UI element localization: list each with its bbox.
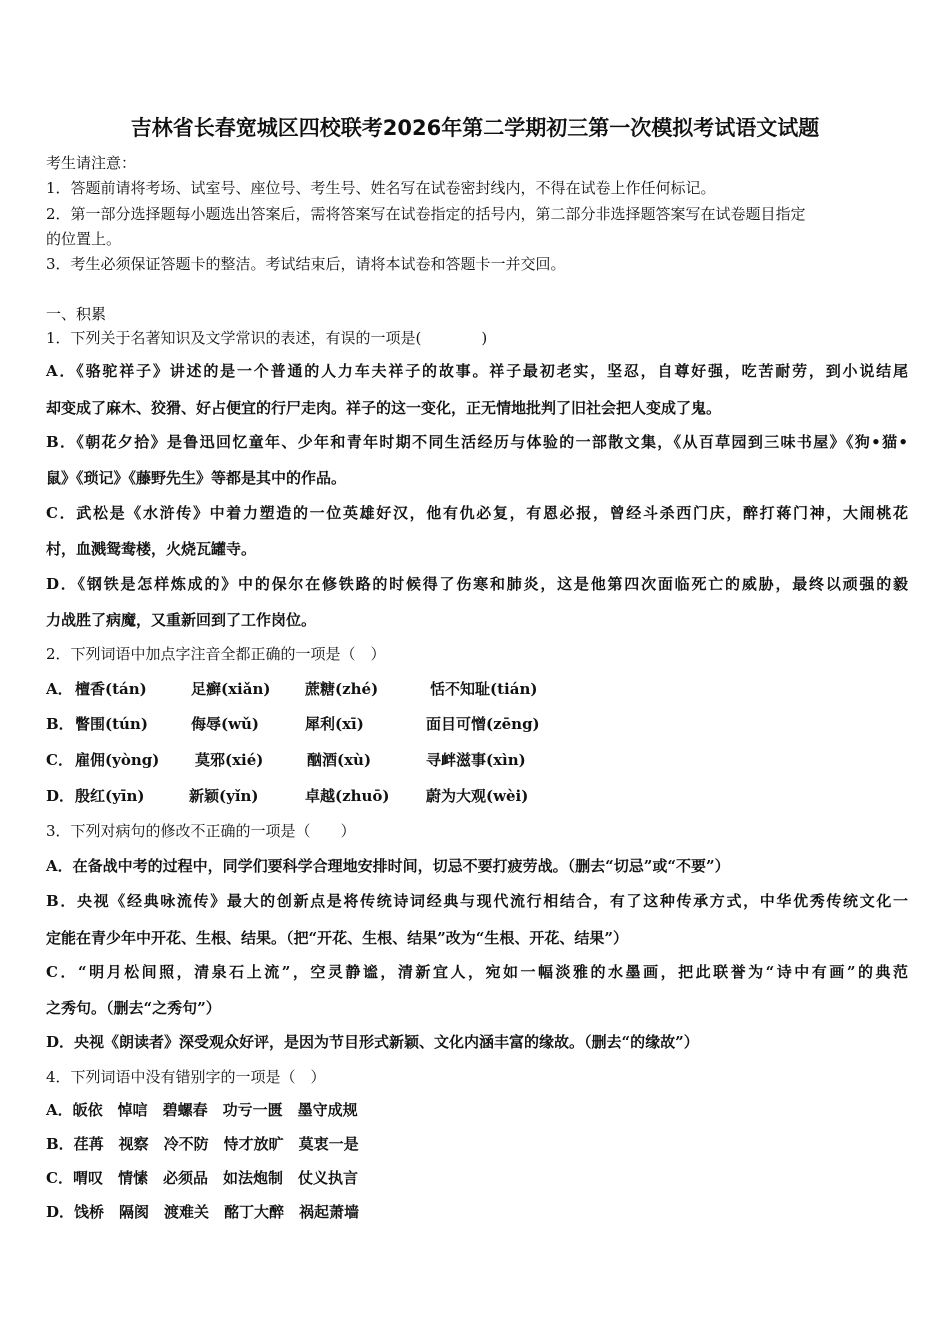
notice-heading: 考生请注意： (46, 154, 137, 172)
q2-option-a: A． 檀香(tán) 足癣(xiǎn) 蔗糖(zhé) 恬不知耻(tián) (46, 680, 538, 698)
q1-option-c-line1: C．武松是《水浒传》中着力塑造的一位英雄好汉，他有仇必复，有恩必报，曾经斗杀西门庆，醉打蒋门神，大闹桃花 (46, 504, 908, 522)
q4-stem: 4．下列词语中没有错别字的一项是（ ） (46, 1068, 326, 1086)
q3-option-a: A．在备战中考的过程中，同学们要科学合理地安排时间，切忌不要打疲劳战。（删去“切忌”或“不要”） (46, 857, 730, 875)
q1-option-b-line1: B．《朝花夕拾》是鲁迅回忆童年、少年和青年时期不同生活经历与体验的一部散文集，《从百草园到三味书屋》《狗•猫• (46, 433, 908, 451)
q1-option-c-line2: 村，血溅鸳鸯楼，火烧瓦罐寺。 (46, 540, 257, 558)
q1-option-d-line1: D．《钢铁是怎样炼成的》中的保尔在修铁路的时候得了伤寒和肺炎，这是他第四次面临死亡的威胁，最终以顽强的毅 (46, 575, 908, 593)
section-heading: 一、积累 (46, 305, 107, 323)
exam-title: 吉林省长春宽城区四校联考2026年第二学期初三第一次模拟考试语文试题 (130, 116, 820, 140)
q1-option-d-line2: 力战胜了病魔，又重新回到了工作岗位。 (46, 611, 317, 629)
q2-option-d: D． 殷红(yīn) 新颖(yǐn) 卓越(zhuō) 蔚为大观(wèi) (46, 787, 529, 805)
q3-option-c-line2: 之秀句。（删去“之秀句”） (46, 999, 221, 1017)
q3-option-b-line2: 定能在青少年中开花、生根、结果。（把“开花、生根、结果”改为“生根、开花、结果”） (46, 929, 629, 947)
q4-option-c: C．喟叹 情愫 必须品 如法炮制 仗义执言 (46, 1169, 358, 1187)
notice-item-2-cont: 的位置上。 (46, 230, 122, 248)
q4-option-a: A．皈依 悼唁 碧螺春 功亏一匮 墨守成规 (46, 1101, 358, 1119)
q2-option-c: C． 雇佣(yòng) 莫邪(xié) 酗酒(xù) 寻衅滋事(xìn) (46, 751, 526, 769)
notice-item-1: 1．答题前请将考场、试室号、座位号、考生号、姓名写在试卷密封线内，不得在试卷上作任何标记。 (46, 179, 716, 197)
q4-option-d: D．饯桥 隔阂 渡难关 酩丁大醉 祸起萧墙 (46, 1203, 360, 1221)
q1-option-b-line2: 鼠》《琐记》《藤野先生》等都是其中的作品。 (46, 469, 347, 487)
q1-option-a-line1: A．《骆驼祥子》讲述的是一个普通的人力车夫祥子的故事。祥子最初老实，坚忍，自尊好强，吃苦耐劳，到小说结尾 (46, 362, 908, 380)
q1-option-a-line2: 却变成了麻木、狡猾、好占便宜的行尸走肉。祥子的这一变化，正无情地批判了旧社会把人变成了鬼。 (46, 399, 722, 417)
q3-option-c-line1: C．“明月松间照，清泉石上流”，空灵静谧，清新宜人，宛如一幅淡雅的水墨画，把此联誉为“诗中有画”的典范 (46, 963, 908, 981)
q3-stem: 3．下列对病句的修改不正确的一项是（ ） (46, 822, 356, 840)
q2-stem: 2．下列词语中加点字注音全都正确的一项是（ ） (46, 645, 386, 663)
q3-option-d: D．央视《朗读者》深受观众好评，是因为节目形式新颖、文化内涵丰富的缘故。（删去“的缘故”） (46, 1033, 699, 1051)
notice-item-2: 2．第一部分选择题每小题选出答案后，需将答案写在试卷指定的括号内，第二部分非选择题答案写在试卷题目指定 (46, 205, 806, 223)
q1-stem: 1．下列关于名著知识及文学常识的表述，有误的一项是( ) (46, 329, 488, 347)
q3-option-b-line1: B．央视《经典咏流传》最大的创新点是将传统诗词经典与现代流行相结合，有了这种传承方式，中华优秀传统文化一 (46, 892, 908, 910)
q2-option-b: B． 瞥围(tún) 侮辱(wǔ) 犀利(xī) 面目可憎(zēng) (46, 715, 540, 733)
q4-option-b: B．荏苒 视察 冷不防 恃才放旷 莫衷一是 (46, 1135, 359, 1153)
notice-item-3: 3．考生必须保证答题卡的整洁。考试结束后，请将本试卷和答题卡一并交回。 (46, 255, 566, 273)
